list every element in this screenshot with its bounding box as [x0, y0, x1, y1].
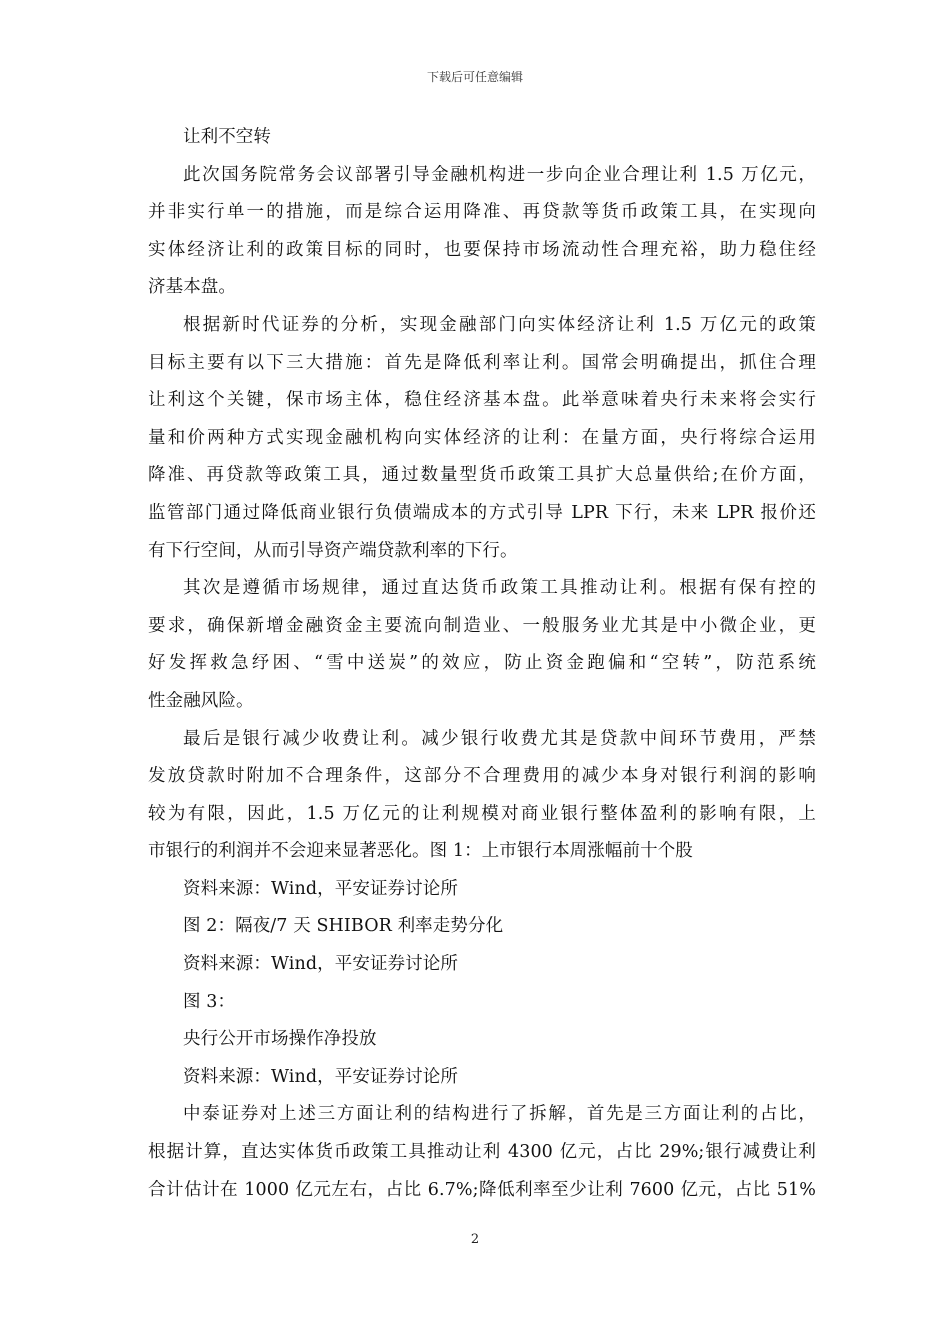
text-line: 有下行空间，从而引导资产端贷款利率的下行。 — [148, 540, 518, 561]
text-line: 较为有限，因此，1.5 万亿元的让利规模对商业银行整体盈利的影响有限，上 — [148, 803, 816, 824]
text-line: 济基本盘。 — [148, 277, 236, 298]
text-line: 量和价两种方式实现金融机构向实体经济的让利：在量方面，央行将综合运用 — [148, 427, 816, 448]
text-line: 根据新时代证券的分析，实现金融部门向实体经济让利 1.5 万亿元的政策 — [183, 314, 816, 335]
text-line: 资料来源：Wind，平安证券讨论所 — [183, 1066, 458, 1087]
text-line: 最后是银行减少收费让利。减少银行收费尤其是贷款中间环节费用，严禁 — [183, 728, 816, 749]
text-line: 降准、再贷款等政策工具，通过数量型货币政策工具扩大总量供给;在价方面， — [148, 465, 816, 486]
text-line: 发放贷款时附加不合理条件，这部分不合理费用的减少本身对银行利润的影响 — [148, 766, 816, 787]
document-body — [148, 119, 816, 1209]
text-line: 此次国务院常务会议部署引导金融机构进一步向企业合理让利 1.5 万亿元， — [183, 164, 816, 185]
text-line: 合计估计在 1000 亿元左右，占比 6.7%;降低利率至少让利 7600 亿元，占比 51% — [148, 1179, 816, 1200]
text-line: 要求，确保新增金融资金主要流向制造业、一般服务业尤其是中小微企业，更 — [148, 615, 816, 636]
text-line: 资料来源：Wind，平安证券讨论所 — [183, 878, 458, 899]
text-line: 性金融风险。 — [148, 690, 254, 711]
text-line: 图 2：隔夜/7 天 SHIBOR 利率走势分化 — [183, 916, 504, 937]
page-number: 2 — [470, 1232, 480, 1247]
text-line: 让利不空转 — [183, 127, 271, 147]
text-line: 其次是遵循市场规律，通过直达货币政策工具推动让利。根据有保有控的 — [183, 578, 816, 599]
text-line: 市银行的利润并不会迎来显著恶化。图 1：上市银行本周涨幅前十个股 — [148, 841, 693, 862]
text-line: 根据计算，直达实体货币政策工具推动让利 4300 亿元，占比 29%;银行减费让利 — [148, 1142, 816, 1163]
text-line: 中泰证券对上述三方面让利的结构进行了拆解，首先是三方面让利的占比， — [183, 1104, 816, 1125]
text-line: 好发挥救急纾困、“雪中送炭”的效应，防止资金跑偏和“空转”，防范系统 — [148, 653, 816, 674]
text-line: 并非实行单一的措施，而是综合运用降准、再贷款等货币政策工具，在实现向 — [148, 202, 816, 223]
text-line: 目标主要有以下三大措施：首先是降低利率让利。国常会明确提出，抓住合理 — [148, 352, 816, 373]
text-line: 实体经济让利的政策目标的同时，也要保持市场流动性合理充裕，助力稳住经 — [148, 239, 816, 260]
text-line: 央行公开市场操作净投放 — [183, 1029, 377, 1050]
text-line: 监管部门通过降低商业银行负债端成本的方式引导 LPR 下行，未来 LPR 报价还 — [148, 502, 816, 523]
text-line: 让利这个关键，保市场主体，稳住经济基本盘。此举意味着央行未来将会实行 — [148, 390, 816, 411]
text-line: 图 3： — [183, 991, 236, 1012]
page-header-note: 下载后可任意编辑 — [426, 70, 523, 84]
text-line: 资料来源：Wind，平安证券讨论所 — [183, 954, 458, 975]
